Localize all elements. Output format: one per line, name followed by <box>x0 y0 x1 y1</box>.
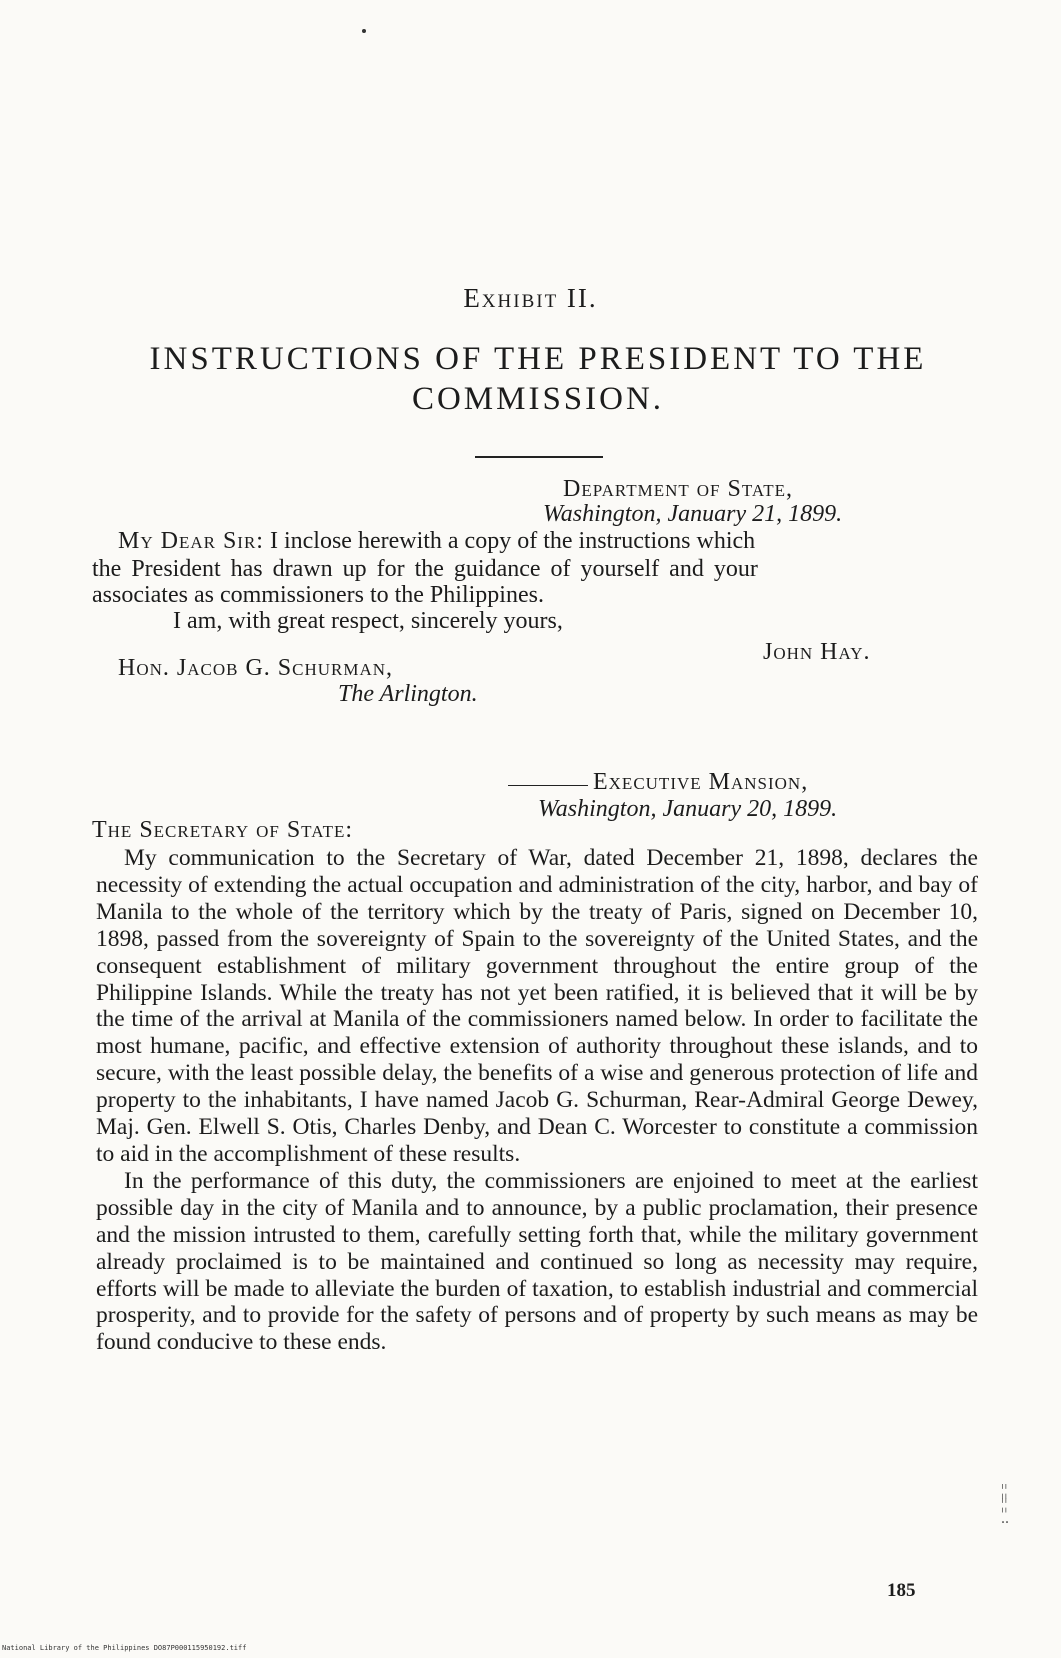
letter2-paragraph-2: In the performance of this duty, the commissioners are enjoined to meet at the earliest possible day in the city of Manila and to announce, by a public proclamation, their presence and the mission intrusted to them, carefully setting forth that, while the military government already proclaimed is to be maintained and continued so long as necessity may require, efforts will be made to alleviate the burden of taxation, to establish industrial and commercial prosperity, and to provide for the safety of persons and of property by such means as may be found conducive to these ends. <box>96 1167 978 1356</box>
letter1-body-3: associates as commissioners to the Philippines. <box>92 582 544 608</box>
letter1-addressee-1: Hon. Jacob G. Schurman, <box>118 655 394 681</box>
letter1-addressee-2: The Arlington. <box>338 681 478 707</box>
margin-marks: ¦¦ ¦¦ .. <box>1001 1482 1009 1527</box>
letter2-paragraph-1: My communication to the Secretary of War, dated December 21, 1898, declares the necessity of extending the actual occupation and administration of the city, harbor, and bay of Manila to the whole of the territory which by the treaty of Paris, signed on December 10, 1898, passed from the sovereignty of Spain to the sovereignty of the United States, and the consequent establishment of military government throughout the entire group of the Philippine Islands. While the treaty has not yet been ratified, it is believed that it will be by the time of the arrival at Manila of the commissioners named below. In order to facilitate the most humane, pacific, and effective extension of authority throughout these islands, and to secure, with the least possible delay, the benefits of a wise and generous protection of life and property to the inhabitants, I have named Jacob G. Schurman, Rear-Admiral George Dewey, Maj. Gen. Elwell S. Otis, Charles Denby, and Dean C. Worcester to constitute a commission to aid in the accomplishment of these results. <box>96 845 978 1167</box>
letter1-dateline-1: Department of State, <box>563 476 794 502</box>
letter2-salutation: The Secretary of State: <box>92 817 354 843</box>
scan-footer: National Library of the Philippines DO87P000115950192.tiff <box>2 1644 247 1652</box>
title-line-1: INSTRUCTIONS OF THE PRESIDENT TO THE <box>149 341 927 377</box>
title-line-2: COMMISSION. <box>411 381 665 417</box>
letter1-signature: John Hay. <box>763 639 871 665</box>
letter2-dateline-2: Washington, January 20, 1899. <box>538 796 838 822</box>
title-rule <box>475 456 603 458</box>
letter1-salutation: My Dear Sir: <box>118 528 264 554</box>
letter2-body <box>96 845 978 1356</box>
letter-separator-rule <box>508 785 588 786</box>
scan-speck <box>362 29 366 33</box>
letter1-dateline-2: Washington, January 21, 1899. <box>543 501 843 527</box>
page-number: 185 <box>887 1580 916 1601</box>
letter2-dateline-1: Executive Mansion, <box>593 769 809 795</box>
letter1-closing: I am, with great respect, sincerely yours, <box>173 608 563 634</box>
letter1-body-1: I inclose herewith a copy of the instructions which <box>269 528 756 554</box>
letter1-body-2: the President has drawn up for the guidance of yourself and your <box>92 556 758 582</box>
exhibit-heading: Exhibit II. <box>463 283 598 313</box>
letter1-body-line-1 <box>118 527 755 555</box>
